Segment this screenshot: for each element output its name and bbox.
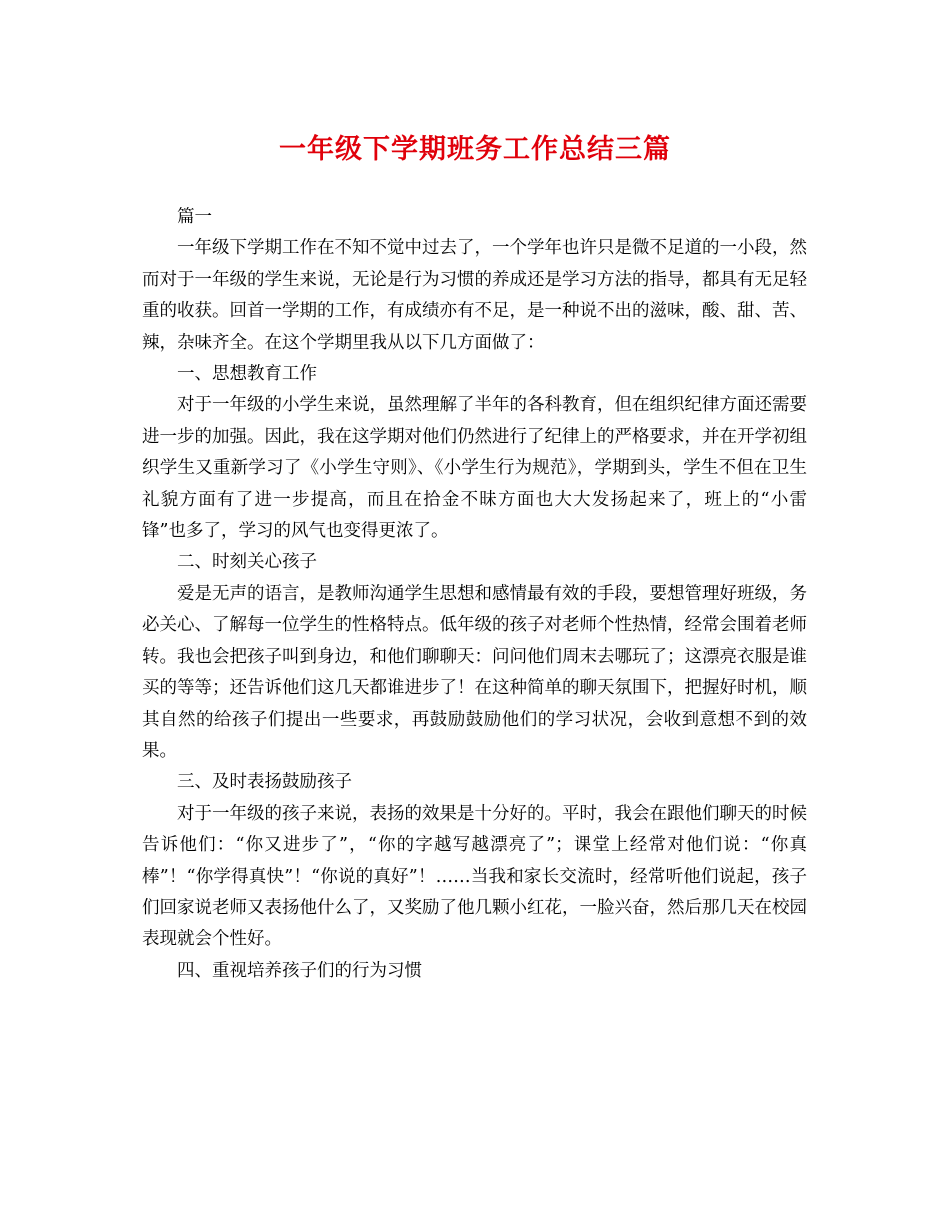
section-heading-care: 二、时刻关心孩子: [177, 552, 317, 573]
paragraph-intro: 一年级下学期工作在不知不觉中过去了，一个学年也许只是微不足道的一小段，然而对于一年级的学生来说，无论是行为习惯的养成还是学习方法的指导，都具有无足轻重的收获。回首一学期的工作，有成绩亦有不足，是一种说不出的滋味，酸、甜、苦、辣，杂味齐全。在这个学期里我从以下几方面做了：: [142, 238, 807, 353]
paragraph-praise: 对于一年级的孩子来说，表扬的效果是十分好的。平时，我会在跟他们聊天的时候告诉他们：“你又进步了”，“你的字越写越漂亮了”；课堂上经常对他们说：“你真棒”！“你学得真快”！“你说的真好”！……当我和家长交流时，经常听他们说起，孩子们回家说老师又表扬他什么了，又奖励了他几颗小红花，一脸兴奋，然后那几天在校园表现就会个性好。: [142, 803, 807, 950]
section-heading-part-one: 篇一: [177, 207, 212, 227]
paragraph-ideology: 对于一年级的小学生来说，虽然理解了半年的各科教育，但在组织纪律方面还需要进一步的加强。因此，我在这学期对他们仍然进行了纪律上的严格要求，并在开学初组织学生又重新学习了《小学生守则》、《小学生行为规范》，学期到头，学生不但在卫生礼貌方面有了进一步提高，而且在拾金不昧方面也大大发扬起来了，班上的“小雷锋”也多了，学习的风气也变得更浓了。: [142, 395, 807, 542]
section-heading-ideology: 一、思想教育工作: [177, 364, 317, 385]
section-heading-habits: 四、重视培养孩子们的行为习惯: [177, 960, 422, 981]
paragraph-care: 爱是无声的语言，是教师沟通学生思想和感情最有效的手段，要想管理好班级，务必关心、了解每一位学生的性格特点。低年级的孩子对老师个性热情，经常会围着老师转。我也会把孩子叫到身边，和他们聊聊天：问问他们周末去哪玩了；这漂亮衣服是谁买的等等；还告诉他们这几天都谁进步了！在这种简单的聊天氛围下，把握好时机，顺其自然的给孩子们提出一些要求，再鼓励鼓励他们的学习状况，会收到意想不到的效果。: [142, 583, 807, 761]
document-body: [142, 202, 807, 987]
section-heading-praise: 三、及时表扬鼓励孩子: [177, 772, 352, 793]
document-title: 一年级下学期班务工作总结三篇: [279, 134, 671, 165]
